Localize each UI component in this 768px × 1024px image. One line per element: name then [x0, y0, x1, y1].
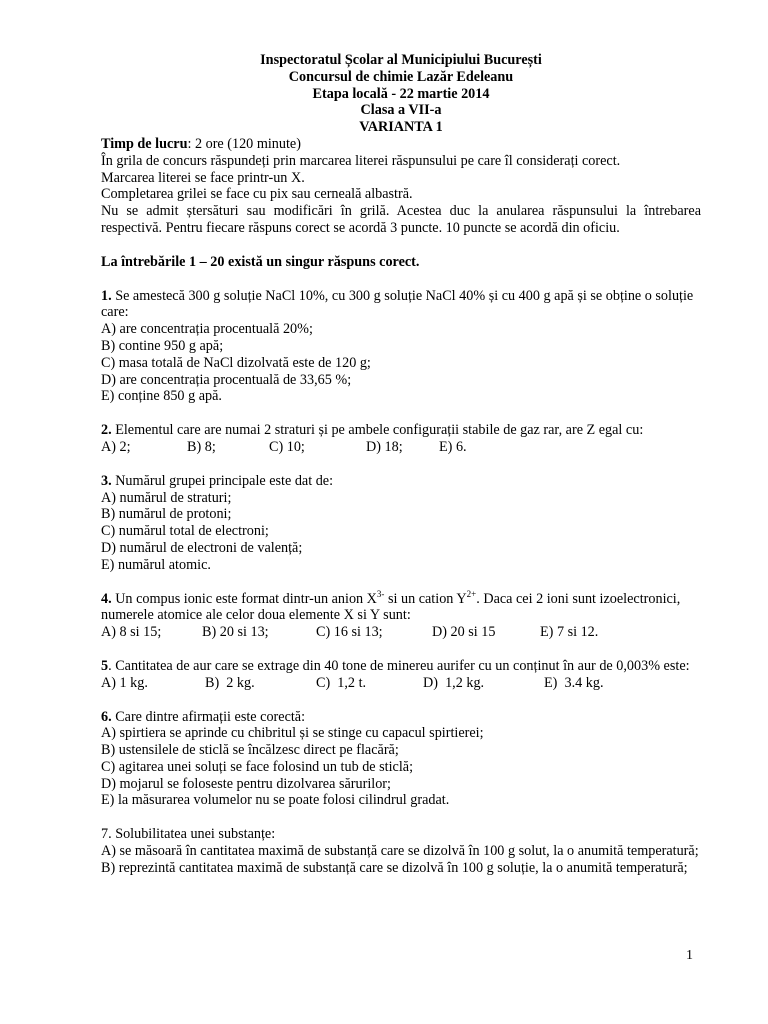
section-title: La întrebările 1 – 20 există un singur răspuns corect.: [101, 253, 420, 270]
question-body: Care dintre afirmații este corectă:: [111, 708, 306, 725]
header-class: Clasa a VII-a: [360, 102, 442, 119]
charge-superscript: 2+: [466, 588, 477, 599]
answer-option-e: E) 3.4 kg.: [544, 674, 604, 691]
question-number: 5: [101, 657, 109, 674]
question-body: Se amestecă 300 g soluție NaCl 10%, cu 300 g soluție NaCl 40% și cu 400 g apă și se obține o soluție care:: [101, 287, 694, 321]
answer-option-e: E) la măsurarea volumelor nu se poate folosi cilindrul gradat.: [101, 792, 450, 809]
answer-option-b: B) numărul de protoni;: [101, 506, 232, 523]
question-text: [101, 658, 701, 675]
answer-option-d: D) 1,2 kg.: [423, 674, 485, 691]
answer-option-a: A) 1 kg.: [101, 674, 148, 691]
question-body: Elementul care are numai 2 straturi și pe ambele configurații stabile de gaz rar, are Z egal cu:: [111, 422, 644, 439]
question-number: 2.: [101, 422, 112, 439]
question-4: [101, 588, 701, 641]
header-inspectorate: Inspectoratul Școlar al Municipiului București: [260, 52, 542, 68]
answer-option-c: C) 10;: [269, 438, 305, 455]
answer-option-a: A) 2;: [101, 438, 131, 455]
answer-option-a: A) spirtiera se aprinde cu chibritul și se stinge cu capacul spirtierei;: [101, 725, 484, 742]
question-body: . Daca cei 2 ioni sunt izoelectronici, numerele atomice ale celor doua elemente X si Y sunt:: [101, 590, 681, 624]
answer-option-c: C) agitarea unei soluți se face folosind un tub de sticlă;: [101, 758, 414, 775]
time-value: : 2 ore (120 minute): [187, 135, 301, 152]
question-7: [101, 826, 701, 876]
question-text: [101, 422, 701, 439]
answer-option-c: C) masa totală de NaCl dizolvată este de 120 g;: [101, 354, 371, 371]
question-5: [101, 658, 701, 692]
answer-option-e: E) numărul atomic.: [101, 556, 211, 573]
time-line: [101, 136, 701, 153]
answer-option-d: D) numărul de electroni de valență;: [101, 539, 303, 556]
question-number: 3.: [101, 472, 112, 489]
answer-option-c: C) numărul total de electroni;: [101, 523, 269, 540]
question-2: [101, 422, 701, 456]
answer-option-d: D) mojarul se foloseste pentru dizolvarea sărurilor;: [101, 775, 391, 792]
exam-header: [101, 52, 701, 136]
instruction-line: Completarea grilei se face cu pix sau cerneală albastră.: [101, 186, 413, 203]
answer-option-c: C) 1,2 t.: [316, 674, 367, 691]
question-text: [101, 473, 701, 490]
question-text: [101, 288, 701, 322]
question-body: si un cation Y: [384, 590, 467, 607]
instructions: [101, 136, 701, 237]
answer-row: [101, 675, 701, 692]
question-body: Solubilitatea unei substanțe:: [111, 826, 276, 843]
answer-option-b: B) 20 si 13;: [202, 624, 269, 641]
time-label: Timp de lucru: [101, 135, 188, 152]
instruction-line: Nu se admit ștersături sau modificări în grilă. Acestea duc la anularea răspunsului la întrebarea respectivă. Pentru fiecare răspuns corect se acordă 3 puncte. 10 puncte se acordă din oficiu.: [101, 203, 701, 236]
charge-superscript: 3-: [376, 588, 385, 599]
exam-page: [101, 52, 701, 877]
question-6: [101, 709, 701, 810]
answer-option-d: D) 18;: [366, 438, 403, 455]
question-1: [101, 288, 701, 406]
answer-option-e: E) 7 si 12.: [540, 624, 599, 641]
question-body: Un compus ionic este format dintr-un anion X: [111, 590, 377, 607]
answer-option-b: B) ustensilele de sticlă se încălzesc direct pe flacără;: [101, 742, 399, 759]
answer-option-a: A) numărul de straturi;: [101, 489, 232, 506]
question-3: [101, 473, 701, 574]
question-text: [101, 588, 701, 625]
answer-option-b: B) 8;: [187, 438, 216, 455]
answer-option-d: D) are concentrația procentuală de 33,65 %;: [101, 371, 352, 388]
answer-option-c: C) 16 si 13;: [316, 624, 383, 641]
instruction-line: În grila de concurs răspundeți prin marcarea literei răspunsului pe care îl considerați corect.: [101, 152, 621, 169]
answer-row: [101, 624, 701, 641]
instruction-line: Marcarea literei se face printr-un X.: [101, 169, 305, 186]
answer-option-d: D) 20 si 15: [432, 624, 496, 641]
answer-option-b: B) contine 950 g apă;: [101, 337, 224, 354]
page-number: 1: [686, 948, 693, 963]
answer-option-a: A) se măsoară în cantitatea maximă de substanță care se dizolvă în 100 g solut, la o anumită temperatură;: [101, 843, 699, 860]
header-stage: Etapa locală - 22 martie 2014: [312, 85, 490, 102]
answer-row: [101, 439, 701, 456]
header-contest: Concursul de chimie Lazăr Edeleanu: [288, 68, 514, 85]
answer-option-e: E) conține 850 g apă.: [101, 388, 222, 405]
question-number: 1.: [101, 287, 112, 304]
question-number: 6.: [101, 708, 112, 725]
question-body: . Cantitatea de aur care se extrage din 40 tone de minereu aurifer cu un conținut în aur de 0,003% este:: [108, 657, 690, 674]
question-number: 4.: [101, 590, 112, 607]
answer-option-a: A) are concentrația procentuală 20%;: [101, 321, 313, 338]
answer-option-a: A) 8 si 15;: [101, 624, 162, 641]
question-number: 7.: [101, 826, 112, 843]
answer-option-e: E) 6.: [439, 438, 467, 455]
question-text: [101, 709, 701, 726]
answer-option-b: B) reprezintă cantitatea maximă de substanță care se dizolvă în 100 g soluție, la o anumită temperatură;: [101, 859, 688, 876]
question-text: [101, 826, 701, 843]
answer-option-b: B) 2 kg.: [205, 674, 255, 691]
question-body: Numărul grupei principale este dat de:: [111, 472, 334, 489]
header-variant: VARIANTA 1: [359, 119, 443, 136]
